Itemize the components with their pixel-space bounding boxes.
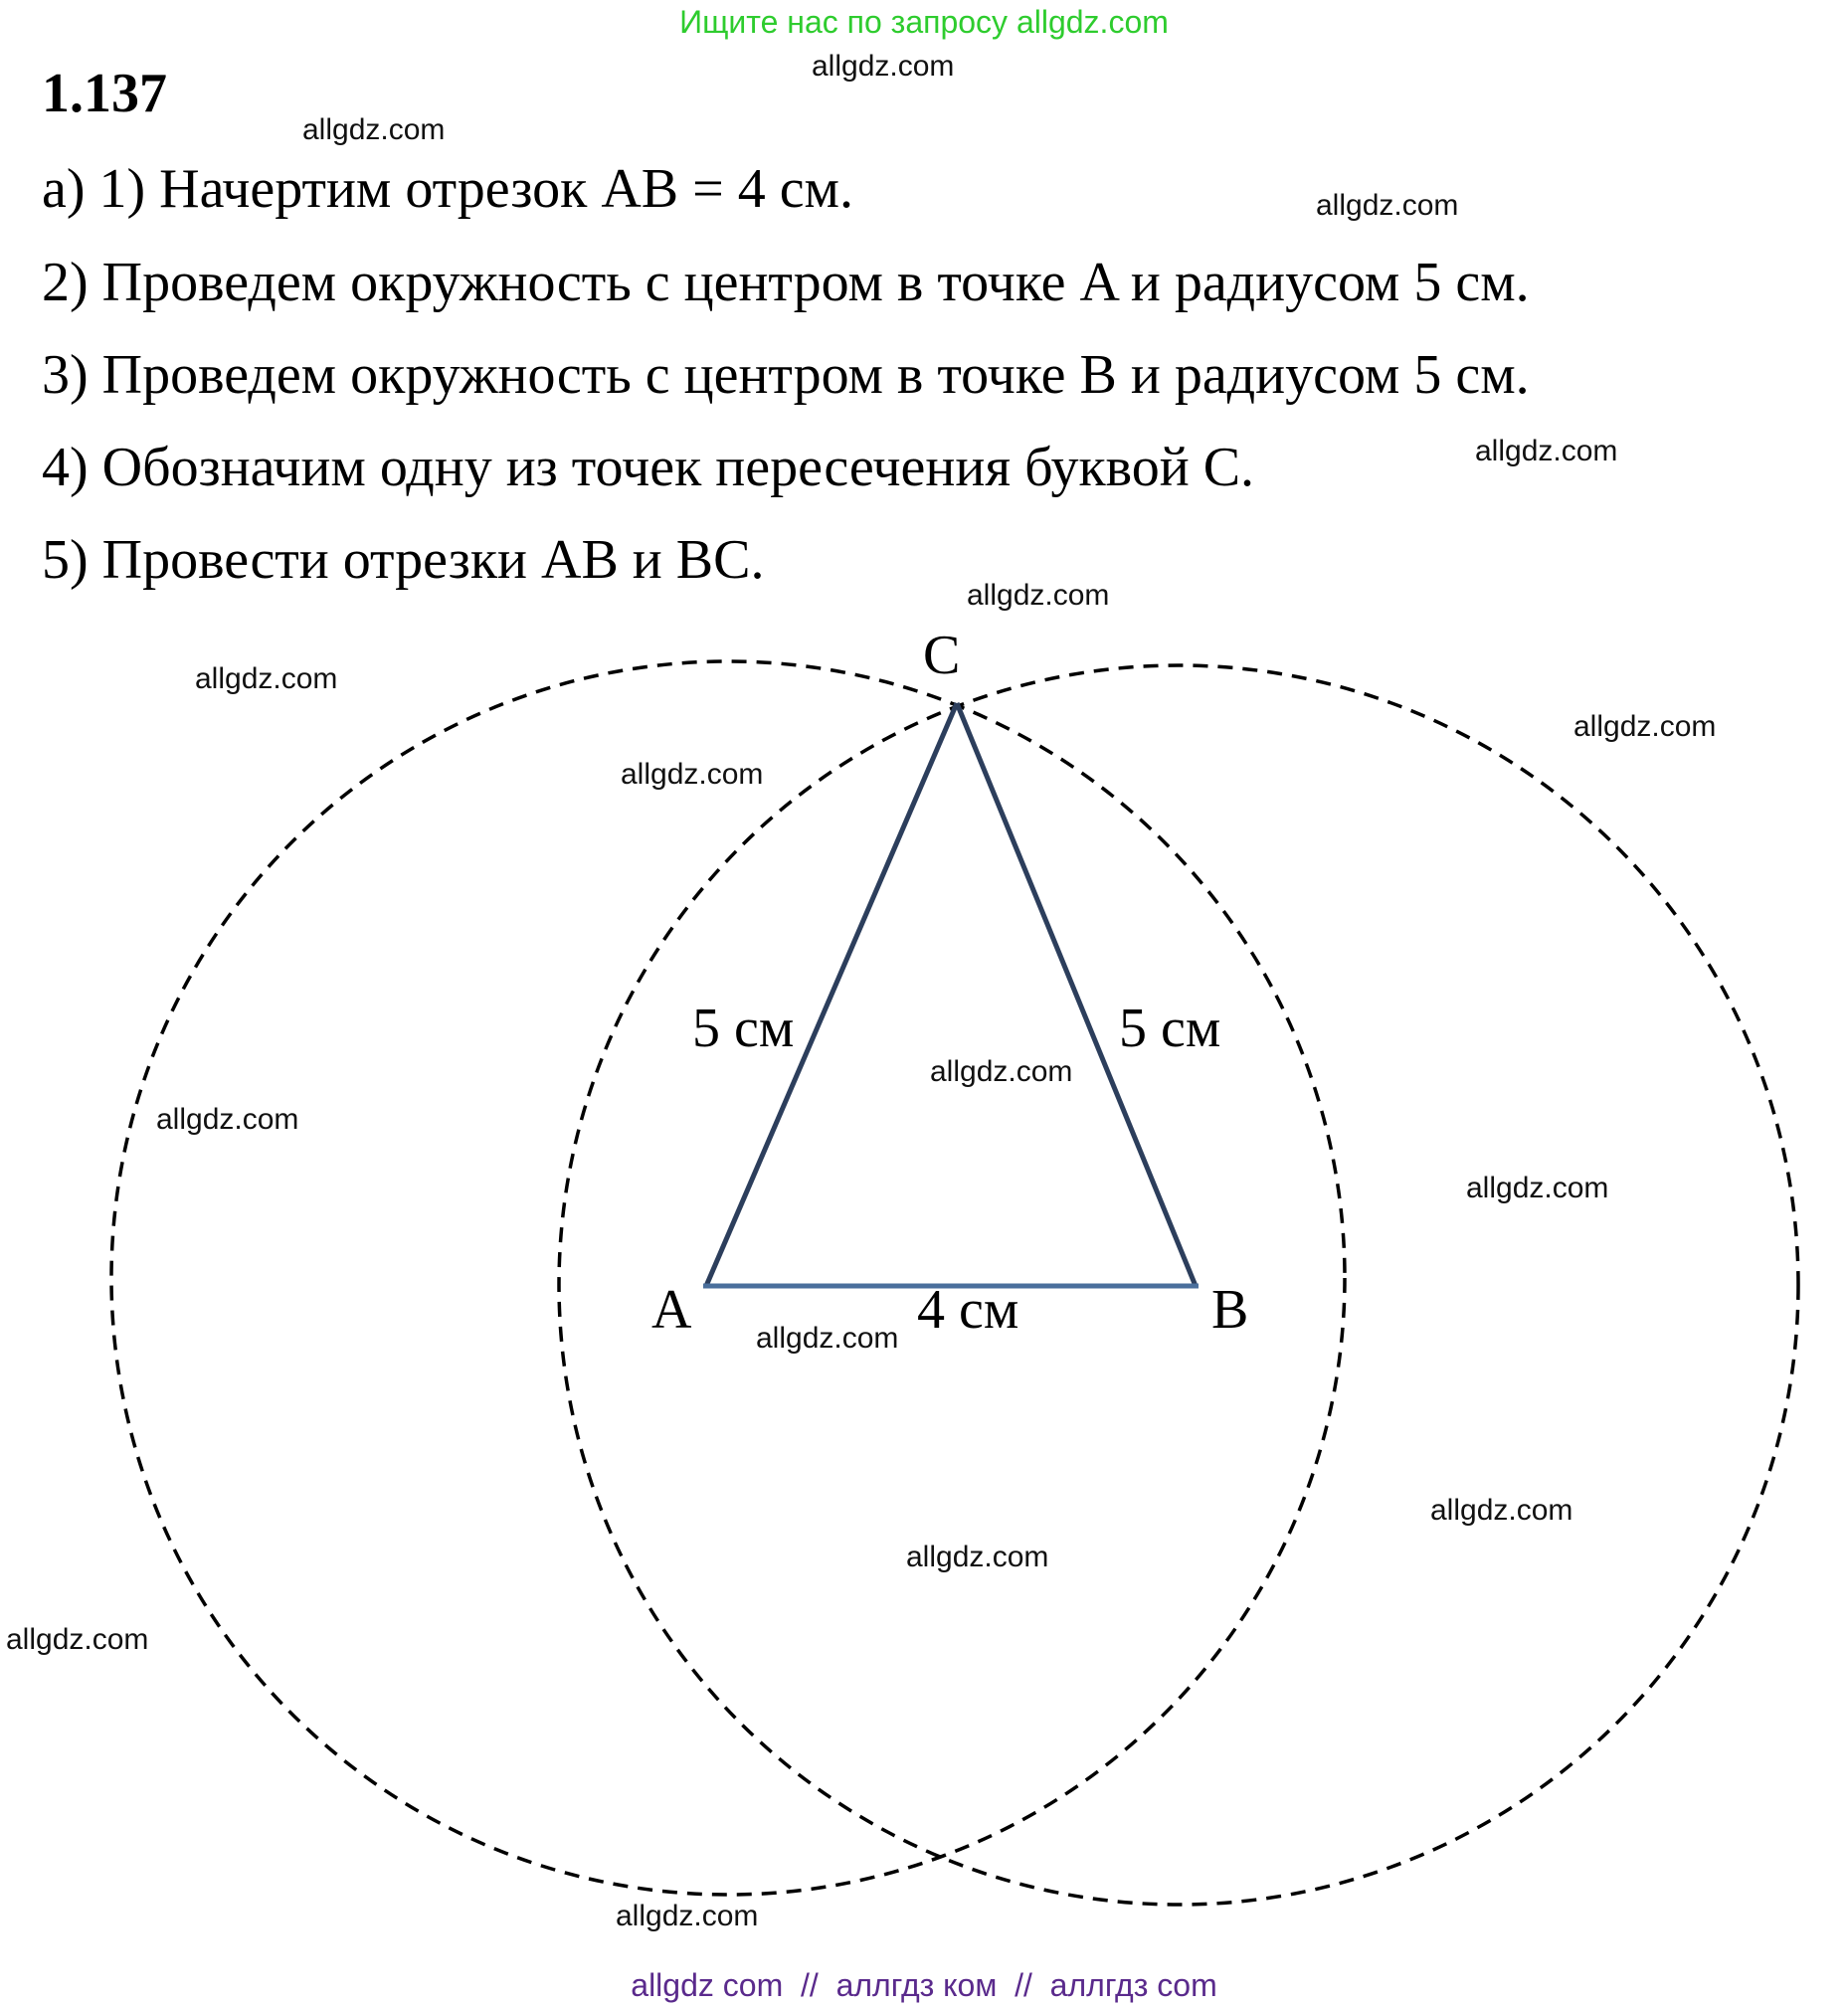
watermark: allgdz.com — [6, 1623, 149, 1656]
label-side-bc: 5 см — [1119, 998, 1221, 1059]
watermark: allgdz.com — [195, 662, 338, 695]
label-point-b: B — [1211, 1279, 1249, 1341]
segment-bc — [957, 703, 1196, 1286]
label-point-a: A — [651, 1279, 692, 1341]
label-side-ac: 5 см — [692, 998, 795, 1059]
watermark: allgdz.com — [1573, 710, 1717, 743]
step-4: 4) Обозначим одну из точек пересечения буквой C. — [42, 437, 1255, 498]
watermark: allgdz.com — [1430, 1494, 1573, 1527]
watermark: allgdz.com — [1316, 189, 1459, 222]
step-5: 5) Провести отрезки AB и BC. — [42, 529, 765, 591]
footer-watermark: allgdz com // аллгдз ком // аллгдз com — [631, 1967, 1217, 2003]
watermark: allgdz.com — [967, 579, 1110, 612]
watermark: allgdz.com — [616, 1900, 759, 1932]
problem-number: 1.137 — [42, 63, 167, 124]
watermark: allgdz.com — [302, 113, 446, 146]
step-3: 3) Проведем окружность с центром в точке B и радиусом 5 см. — [42, 344, 1530, 406]
watermark: allgdz.com — [1475, 435, 1618, 467]
watermark: allgdz.com — [906, 1541, 1049, 1573]
step-2: 2) Проведем окружность с центром в точке A и радиусом 5 см. — [42, 252, 1530, 313]
step-1: а) 1) Начертим отрезок AB = 4 см. — [42, 158, 853, 220]
watermark: allgdz.com — [1466, 1172, 1609, 1204]
watermark: allgdz.com — [812, 50, 955, 83]
search-banner: Ищите нас по запросу allgdz.com — [679, 4, 1169, 40]
watermark: allgdz.com — [156, 1103, 299, 1136]
watermark: allgdz.com — [930, 1055, 1073, 1088]
label-side-ab: 4 см — [917, 1279, 1019, 1341]
watermark: allgdz.com — [756, 1322, 899, 1355]
watermark: allgdz.com — [621, 758, 764, 791]
label-point-c: C — [923, 625, 961, 686]
